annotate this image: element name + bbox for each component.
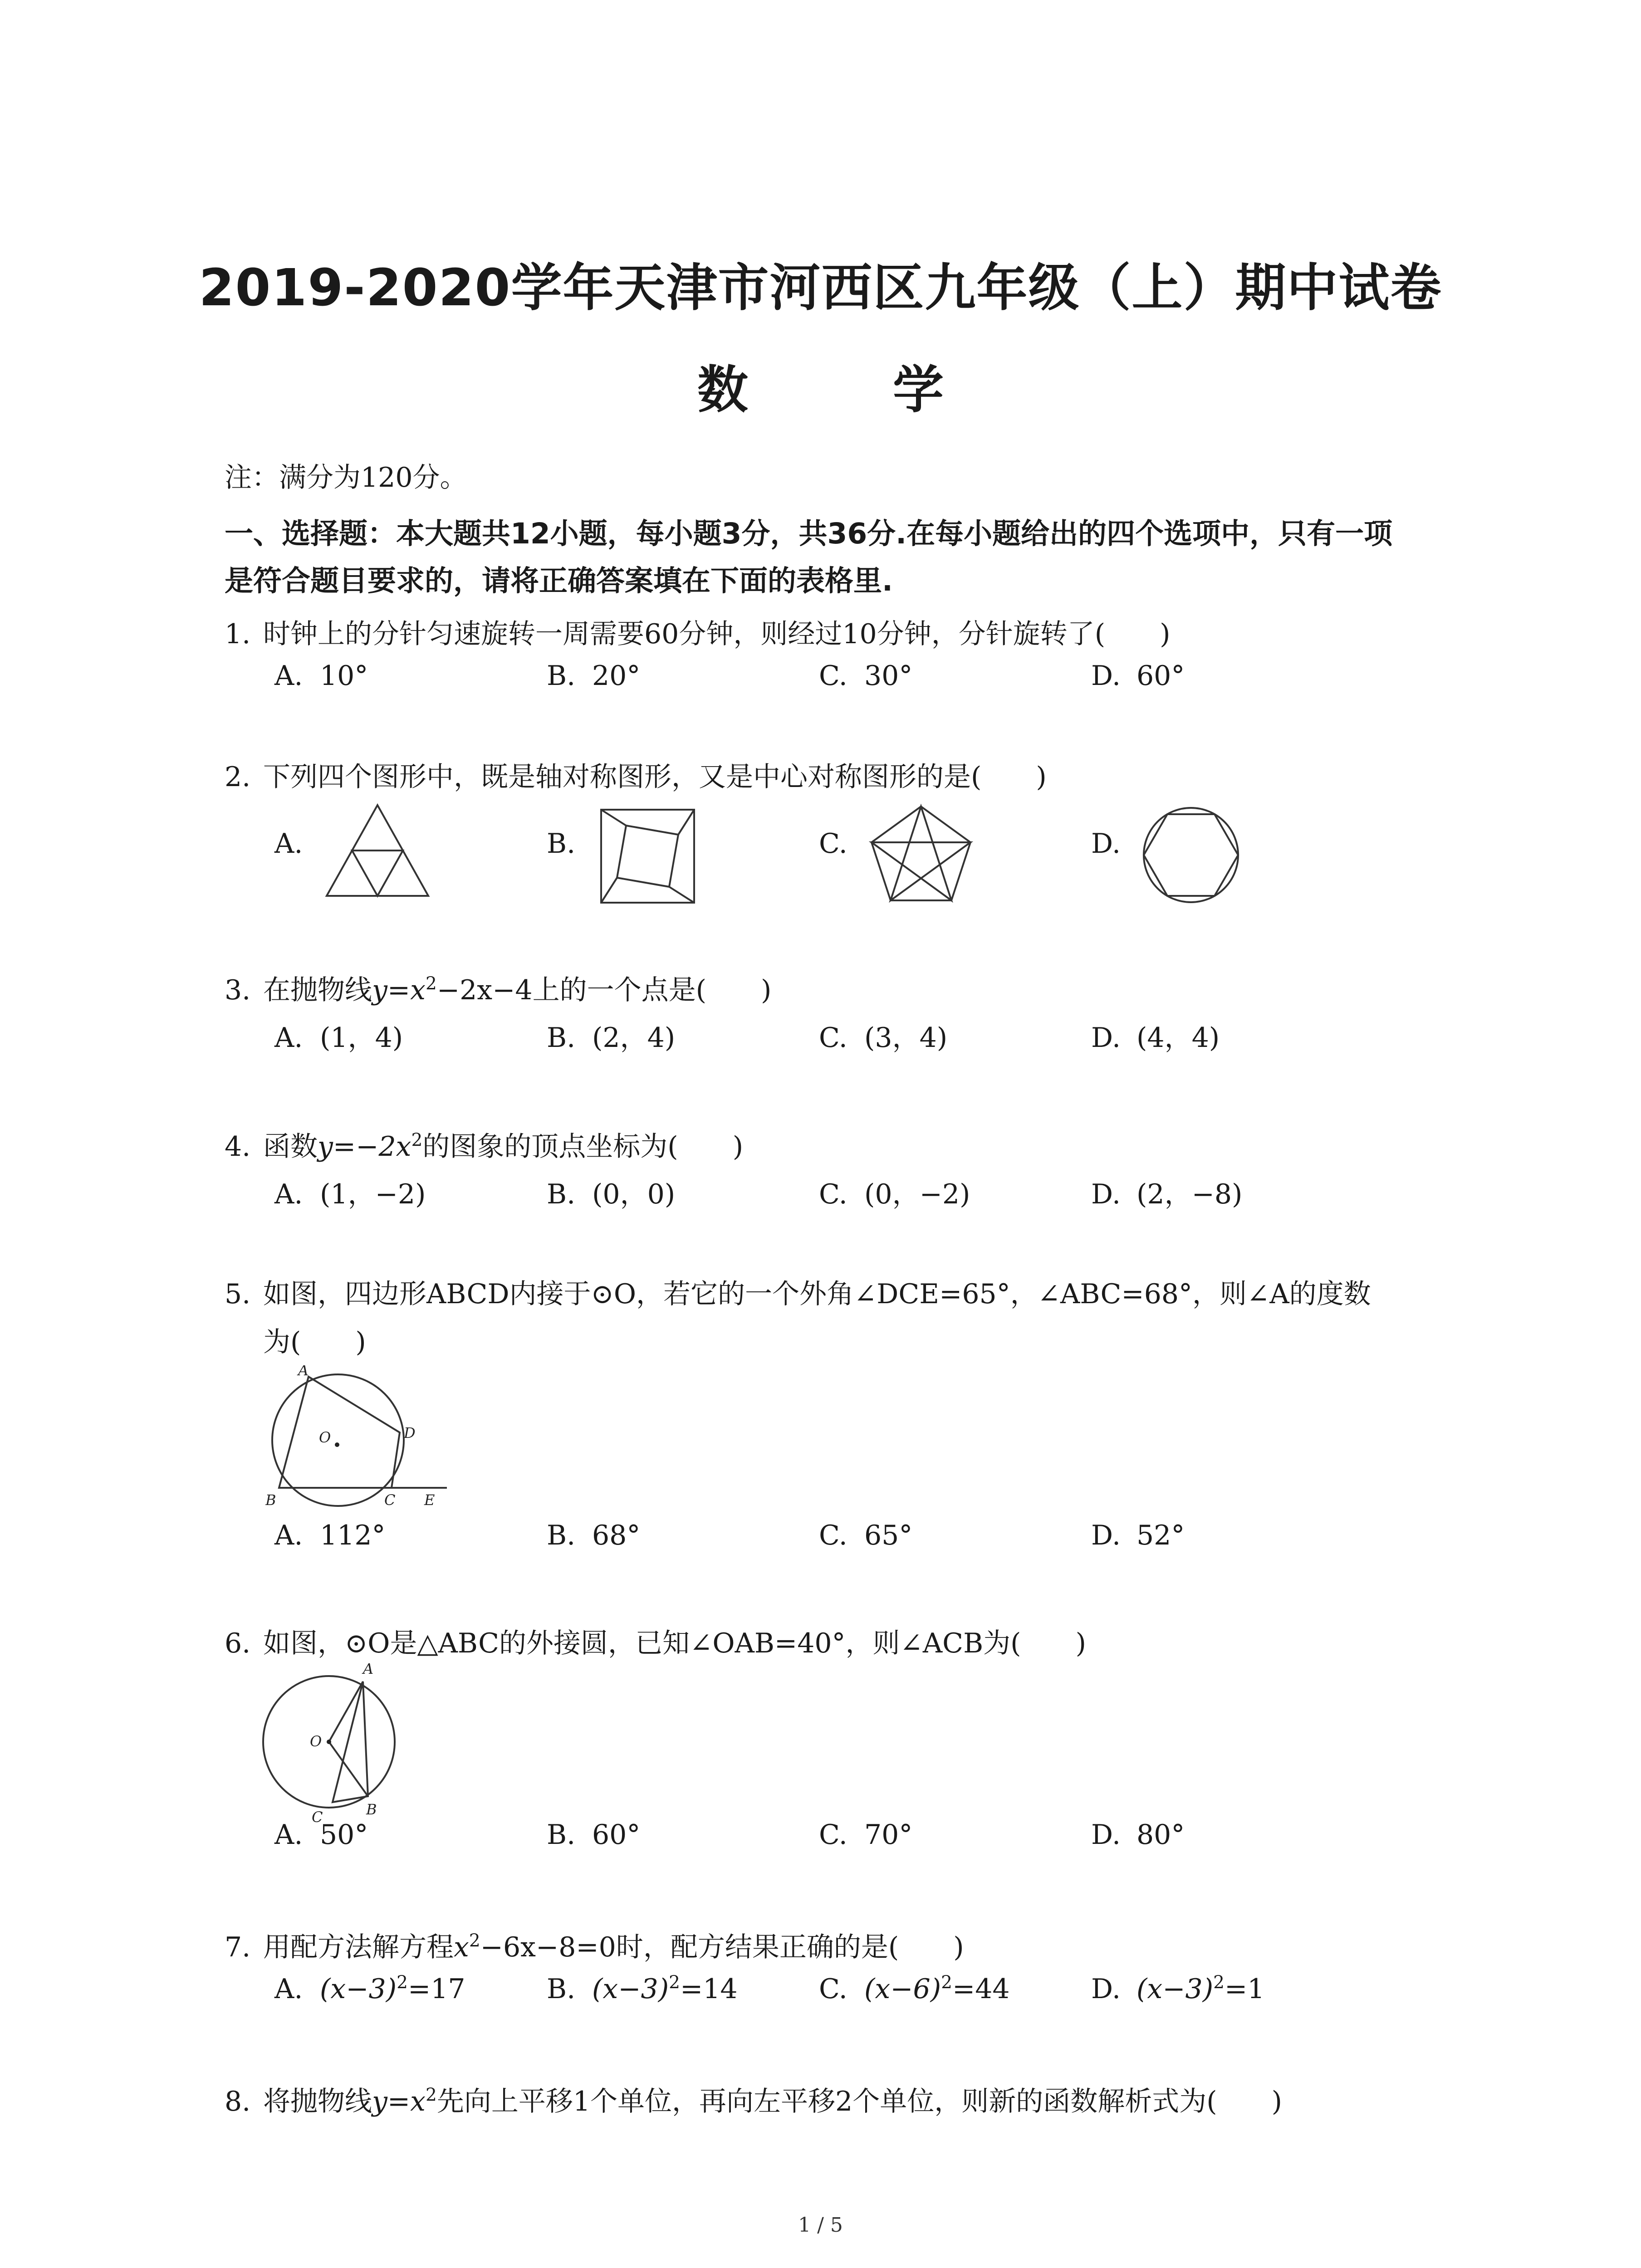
option-text: (x−6) — [864, 1973, 941, 2005]
question-number: 4. — [225, 1131, 251, 1163]
label-c: C — [384, 1491, 396, 1509]
label-a: A — [298, 1365, 309, 1379]
option-b[interactable] — [547, 1173, 675, 1212]
label-o: O — [319, 1429, 331, 1446]
option-b[interactable] — [547, 1973, 738, 2005]
label-c: C — [312, 1809, 323, 1826]
option-b[interactable] — [547, 1819, 640, 1851]
exponent: 2 — [1213, 1972, 1225, 1993]
exponent: 2 — [469, 1931, 480, 1951]
option-label: D. — [1091, 1178, 1121, 1210]
option-a[interactable] — [274, 828, 320, 860]
option-text: 30° — [864, 660, 913, 692]
question-text: 用配方法解方程 — [263, 1931, 454, 1963]
question-number: 8. — [225, 2086, 251, 2117]
option-c[interactable] — [819, 1016, 947, 1055]
option-text: 65° — [864, 1520, 913, 1551]
option-label: B. — [547, 1520, 576, 1551]
question-6-options — [274, 1819, 1409, 1860]
option-label: A. — [274, 1973, 303, 2005]
option-text: (1，−2) — [320, 1178, 426, 1210]
option-text: 70° — [864, 1819, 913, 1851]
option-b[interactable] — [547, 660, 640, 692]
option-text: (4，4) — [1136, 1022, 1220, 1054]
exponent: 2 — [411, 1130, 423, 1151]
option-b[interactable] — [547, 828, 592, 860]
label-o: O — [310, 1733, 322, 1750]
question-4-options — [274, 1173, 1409, 1213]
option-text: (x−3) — [320, 1973, 397, 2005]
question-1 — [225, 610, 1477, 658]
question-number: 6. — [225, 1628, 251, 1659]
option-label: A. — [274, 1022, 303, 1054]
math-expression: y=x — [372, 2086, 426, 2117]
question-7-options — [274, 1973, 1409, 2014]
option-text: =14 — [680, 1973, 738, 2005]
option-c[interactable] — [819, 828, 864, 860]
math-expression: y=x — [372, 974, 426, 1006]
question-text: 将抛物线 — [263, 2086, 372, 2117]
option-b[interactable] — [547, 1016, 675, 1055]
option-label: A. — [274, 1819, 303, 1851]
question-5-options — [274, 1520, 1409, 1560]
page-number: 1 / 5 — [798, 2214, 843, 2237]
label-b: B — [366, 1801, 377, 1818]
option-label: D. — [1091, 660, 1121, 692]
cyclic-quadrilateral-figure — [265, 1365, 456, 1510]
option-text: (3，4) — [864, 1022, 948, 1054]
option-label: B. — [547, 1819, 576, 1851]
option-label: A. — [274, 828, 303, 860]
question-6 — [225, 1619, 1477, 1667]
option-label: C. — [819, 828, 847, 860]
option-label: D. — [1091, 1022, 1121, 1054]
option-label: B. — [547, 828, 576, 860]
exponent: 2 — [941, 1972, 952, 1993]
question-number: 1. — [225, 618, 251, 650]
question-number: 3. — [225, 974, 251, 1006]
option-a[interactable] — [274, 1173, 426, 1212]
option-a[interactable] — [274, 660, 368, 692]
question-text: 如图，⊙O是△ABC的外接圆，已知∠OAB=40°，则∠ACB为( ) — [263, 1628, 1086, 1659]
question-1-options — [274, 660, 1409, 701]
option-label: C. — [819, 1520, 847, 1551]
score-note: 注：满分为120分。 — [225, 462, 467, 494]
option-d[interactable] — [1091, 1520, 1185, 1551]
section-heading-line1: 一、选择题：本大题共12小题，每小题3分，共36分.在每小题给出的四个选项中，只有一项 — [225, 517, 1393, 550]
section-heading-line2: 是符合题目要求的，请将正确答案填在下面的表格里. — [225, 564, 893, 597]
option-b[interactable] — [547, 1520, 640, 1551]
option-c[interactable] — [819, 1520, 912, 1551]
label-a: A — [363, 1660, 374, 1677]
question-text: −2x−4上的一个点是( ) — [436, 974, 772, 1006]
exponent: 2 — [397, 1972, 408, 1993]
option-text: (x−3) — [592, 1973, 669, 2005]
question-text: 如图，四边形ABCD内接于⊙O，若它的一个外角∠DCE=65°，∠ABC=68°，则∠A的度数 — [263, 1278, 1371, 1310]
question-text: 先向上平移1个单位，再向左平移2个单位，则新的函数解析式为( ) — [436, 2086, 1283, 2117]
option-label: A. — [274, 1178, 303, 1210]
page-subtitle: 数 学 — [697, 361, 1007, 420]
option-d[interactable] — [1091, 828, 1136, 860]
math-expression: y=−2x — [318, 1131, 411, 1163]
option-label: C. — [819, 1022, 847, 1054]
exponent: 2 — [426, 2085, 437, 2106]
question-text: 为( ) — [263, 1326, 366, 1358]
option-d[interactable] — [1091, 1173, 1242, 1212]
page-title: 2019-2020学年天津市河西区九年级（上）期中试卷 — [199, 259, 1442, 318]
option-label: C. — [819, 1178, 847, 1210]
label-d: D — [404, 1424, 416, 1442]
option-text: 50° — [320, 1819, 368, 1851]
exponent: 2 — [669, 1972, 680, 1993]
hexagon-circle-icon — [1141, 805, 1241, 905]
option-text: 52° — [1136, 1520, 1185, 1551]
circumscribed-triangle-figure — [261, 1658, 406, 1826]
option-c[interactable] — [819, 1173, 970, 1212]
option-a[interactable] — [274, 1520, 386, 1551]
option-text: (2，−8) — [1136, 1178, 1243, 1210]
question-8 — [225, 2077, 1477, 2126]
option-label: B. — [547, 1178, 576, 1210]
section-heading — [225, 510, 1459, 605]
option-label: A. — [274, 660, 303, 692]
pentagon-star-icon — [869, 803, 973, 905]
option-d[interactable] — [1091, 1819, 1185, 1851]
option-c[interactable] — [819, 1819, 912, 1851]
option-text: 112° — [320, 1520, 386, 1551]
option-a[interactable] — [274, 1973, 465, 2005]
option-label: C. — [819, 660, 847, 692]
option-c[interactable] — [819, 660, 912, 692]
question-text: 在抛物线 — [263, 974, 372, 1006]
center-point — [335, 1442, 339, 1447]
question-text: 的图象的顶点坐标为( ) — [422, 1131, 744, 1163]
question-5 — [225, 1270, 1477, 1366]
triangle-figure-icon — [324, 803, 431, 900]
question-3-options — [274, 1016, 1409, 1057]
question-text: 时钟上的分针匀速旋转一周需要60分钟，则经过10分钟，分针旋转了( ) — [263, 618, 1171, 650]
option-text: (0，−2) — [864, 1178, 970, 1210]
question-2 — [225, 753, 1477, 801]
option-text: 10° — [320, 660, 368, 692]
option-text: 60° — [1136, 660, 1185, 692]
option-label: B. — [547, 1973, 576, 2005]
option-text: 68° — [592, 1520, 641, 1551]
label-e: E — [424, 1491, 435, 1509]
option-text: =17 — [407, 1973, 465, 2005]
question-number: 5. — [225, 1278, 251, 1310]
option-text: (2，4) — [592, 1022, 676, 1054]
question-7 — [225, 1923, 1477, 1971]
question-4 — [225, 1123, 1477, 1171]
option-a[interactable] — [274, 1819, 368, 1851]
option-label: C. — [819, 1973, 847, 2005]
option-text: (x−3) — [1136, 1973, 1214, 2005]
option-label: D. — [1091, 1819, 1121, 1851]
option-text: =1 — [1224, 1973, 1265, 2005]
option-text: 60° — [592, 1819, 641, 1851]
question-text: −6x−8=0时，配方结果正确的是( ) — [480, 1931, 964, 1963]
label-b: B — [265, 1491, 276, 1509]
option-label: D. — [1091, 1973, 1121, 2005]
math-expression: x — [454, 1931, 469, 1963]
option-text: (1，4) — [320, 1022, 403, 1054]
option-label: A. — [274, 1520, 303, 1551]
option-label: D. — [1091, 1520, 1121, 1551]
option-d[interactable] — [1091, 1973, 1264, 2005]
question-number: 2. — [225, 761, 251, 793]
question-text: 函数 — [263, 1131, 318, 1163]
option-text: (0，0) — [592, 1178, 676, 1210]
exponent: 2 — [426, 973, 437, 994]
option-text: =44 — [952, 1973, 1010, 2005]
option-text: 20° — [592, 660, 641, 692]
question-text: 下列四个图形中，既是轴对称图形，又是中心对称图形的是( ) — [263, 761, 1047, 793]
option-a[interactable] — [274, 1016, 403, 1055]
option-label: B. — [547, 1022, 576, 1054]
option-c[interactable] — [819, 1973, 1010, 2005]
center-point — [327, 1740, 331, 1744]
option-label: B. — [547, 660, 576, 692]
square-figure-icon — [599, 807, 696, 905]
option-label: D. — [1091, 828, 1121, 860]
option-text: 80° — [1136, 1819, 1185, 1851]
option-label: C. — [819, 1819, 847, 1851]
option-d[interactable] — [1091, 1016, 1220, 1055]
question-number: 7. — [225, 1931, 251, 1963]
option-d[interactable] — [1091, 660, 1185, 692]
question-3 — [225, 966, 1477, 1014]
